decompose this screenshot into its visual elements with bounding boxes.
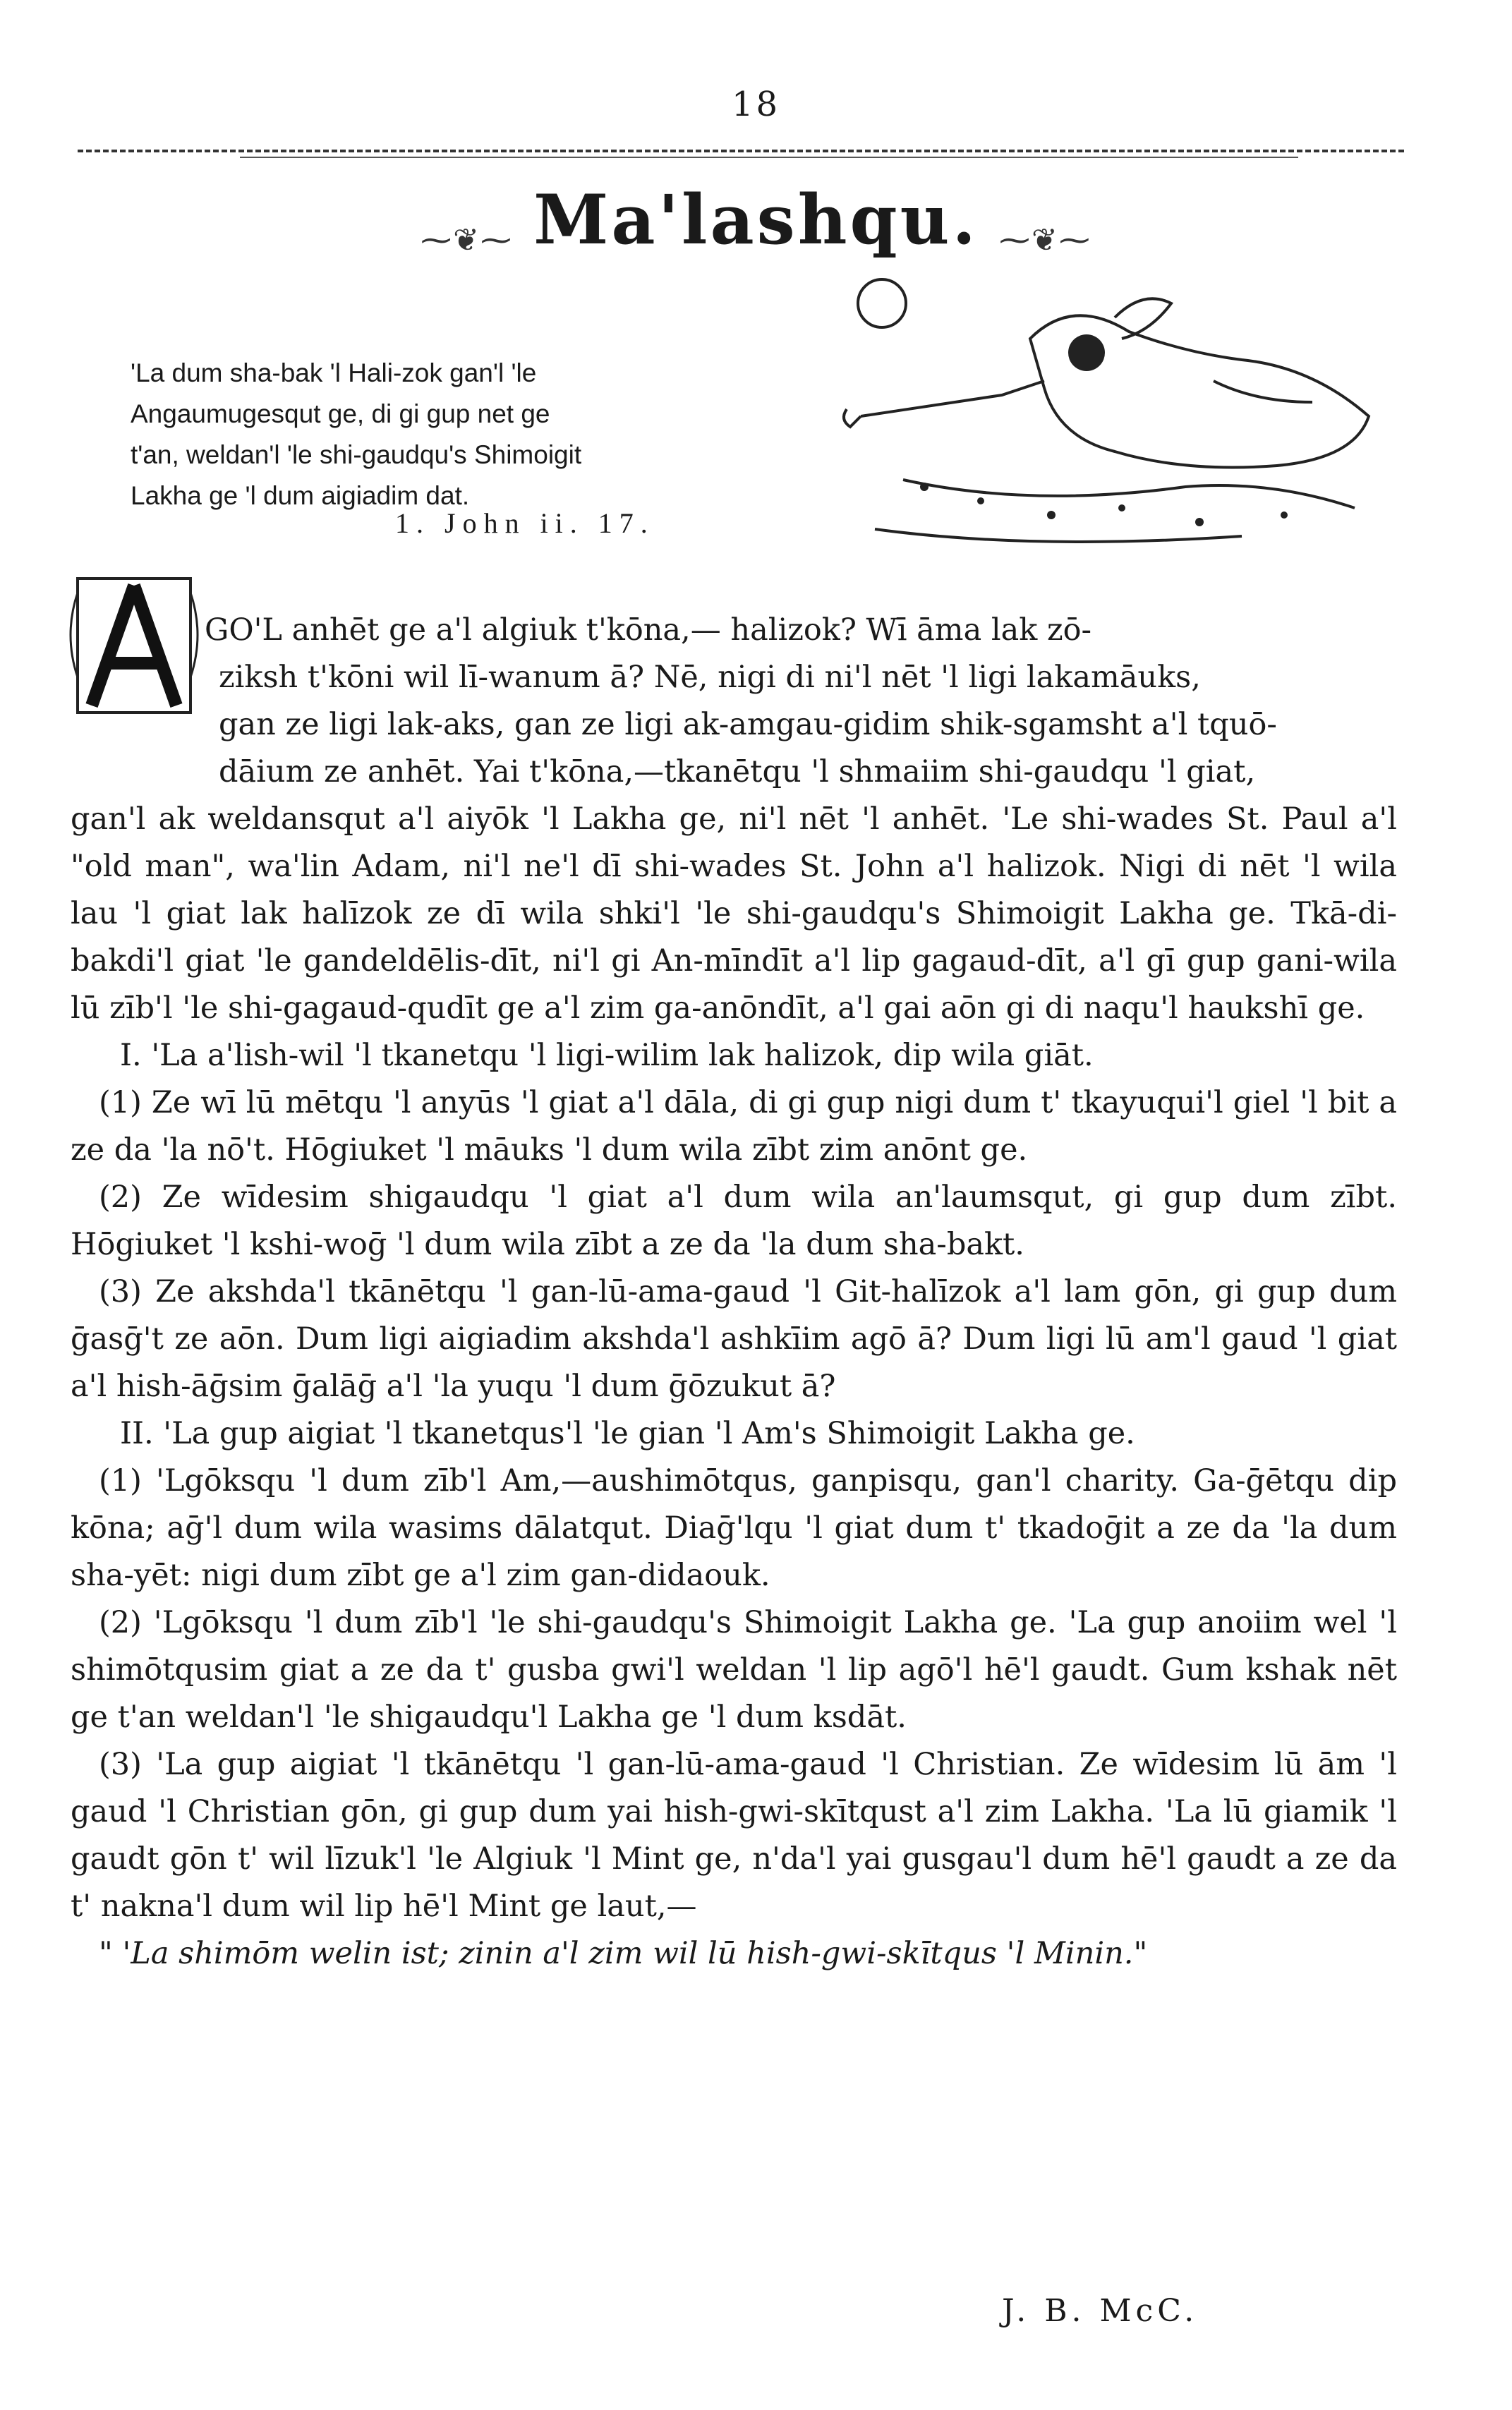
header-rule [78, 150, 1404, 152]
header-rule-thin [240, 157, 1298, 158]
paragraph: (2) Ze wīdesim shigaudqu 'l giat a'l dum wila an'laumsqut, gi gup dum zībt. Hōgiuket 'l kshi-woḡ 'l dum wila zībt a ze da 'la dum sha-bakt. [71, 1180, 1397, 1262]
section-heading: II. 'La gup aigiat 'l tkanetqus'l 'le gian 'l Am's Shimoigit Lakha ge. [120, 1416, 1135, 1451]
paragraph: ziksh t'kōni wil lī-wanum ā? Nē, nigi di ni'l nēt 'l ligi lakamāuks, [219, 660, 1201, 695]
flourish-left-icon: ⁓❦⁓ [421, 222, 514, 258]
title-block [0, 180, 1512, 260]
epigraph-line: Angaumugesqut ge, di gi gup net ge [131, 399, 550, 428]
author-signature: J. B. McC. [1002, 2293, 1199, 2329]
paragraph: (3) Ze akshda'l tkānētqu 'l gan-lū-ama-gaud 'l Git-halīzok a'l lam gōn, gi gup dum ḡasḡ't ze aōn. Dum ligi aigiadim akshda'l ashkīim agō ā? Dum ligi lū am'l gaud 'l giat a'l hish-āḡsim ḡalāḡ a'l 'la yuqu 'l dum ḡōzukut ā? [71, 1274, 1397, 1404]
epigraph-reference: 1. John ii. 17. [395, 507, 655, 539]
paragraph: gan'l ak weldansqut a'l aiyōk 'l Lakha ge, ni'l nēt 'l anhēt. 'Le shi-wades St. Paul a'l "old man", wa'lin Adam, ni'l ne'l dī shi-wades St. John a'l halizok. Nigi di nēt 'l wila lau 'l giat lak halīzok ze dī wila shki'l 'le shi-gaudqu's Shimoigit Lakha ge. Tkā-di-bakdi'l giat 'le gandeldēlis-dīt, ni'l gi An-mīndīt a'l lip gagaud-dīt, a'l gī gup gani-wila lū zīb'l 'le shi-gagaud-qudīt ge a'l zim ga-anōndīt, a'l gai aōn gi di naqu'l haukshī ge. [71, 801, 1397, 1026]
paragraph: (3) 'La gup aigiat 'l tkānētqu 'l gan-lū-ama-gaud 'l Christian. Ze wīdesim lū ām 'l gaud 'l Christian gōn, gi gup dum yai hish-gwi-skītqust a'l zim Lakha. 'La lū giamik 'l gaudt gōn t' wil līzuk'l 'le Algiuk 'l Mint ge, n'da'l yai gusgau'l dum hē'l gaudt a ze da t' nakna'l dum wil lip hē'l Mint ge laut,— [71, 1747, 1397, 1924]
page-number: 18 [731, 85, 781, 124]
paragraph: dāium ze anhēt. Yai t'kōna,—tkanētqu 'l shmaiim shi-gaudqu 'l giat, [219, 754, 1256, 789]
quotation: " 'La shimōm welin ist; zinin a'l zim wil lū hish-gwi-skītqus 'l Minin." [99, 1936, 1148, 1971]
epigraph [131, 353, 829, 516]
paragraph: (1) 'Lgōksqu 'l dum zīb'l Am,—aushimōtqus, ganpisqu, gan'l charity. Ga-ḡētqu dip kōna; aḡ'l dum wila wasims dālatqut. Diaḡ'lqu 'l giat dum t' tkadoḡit a ze da 'la dum sha-yēt: nigi dum zībt ge a'l zim gan-didaouk. [71, 1463, 1397, 1593]
paragraph: (1) Ze wī lū mētqu 'l anyūs 'l giat a'l dāla, di gi gup nigi dum t' tkayuqui'l giel 'l bit a ze da 'la nō't. Hōgiuket 'l māuks 'l dum wila zībt zim anōnt ge. [71, 1085, 1397, 1168]
epigraph-line: Lakha ge 'l dum aigiadim dat. [131, 481, 470, 510]
paragraph: GO'L anhēt ge a'l algiuk t'kōna,— halizok? Wī āma lak zō- [205, 612, 1092, 648]
epigraph-line: 'La dum sha-bak 'l Hali-zok gan'l 'le [131, 358, 537, 387]
angel-trumpet-illustration-icon [818, 275, 1397, 557]
article-body [71, 607, 1397, 1978]
section-heading: I. 'La a'lish-wil 'l tkanetqu 'l ligi-wilim lak halizok, dip wila giāt. [120, 1038, 1094, 1073]
epigraph-line: t'an, weldan'l 'le shi-gaudqu's Shimoigit [131, 440, 582, 469]
page-title: Ma'lashqu. [533, 180, 979, 260]
paragraph: gan ze ligi lak-aks, gan ze ligi ak-amgau-gidim shik-sgamsht a'l tquō- [219, 707, 1277, 742]
flourish-right-icon: ⁓❦⁓ [998, 222, 1091, 258]
paragraph: (2) 'Lgōksqu 'l dum zīb'l 'le shi-gaudqu's Shimoigit Lakha ge. 'La gup anoiim wel 'l shimōtqusim giat a ze da t' gusba gwi'l weldan 'l lip agō'l hē'l gaudt. Gum kshak nēt ge t'an weldan'l 'le shigaudqu'l Lakha ge 'l dum ksdāt. [71, 1605, 1397, 1735]
